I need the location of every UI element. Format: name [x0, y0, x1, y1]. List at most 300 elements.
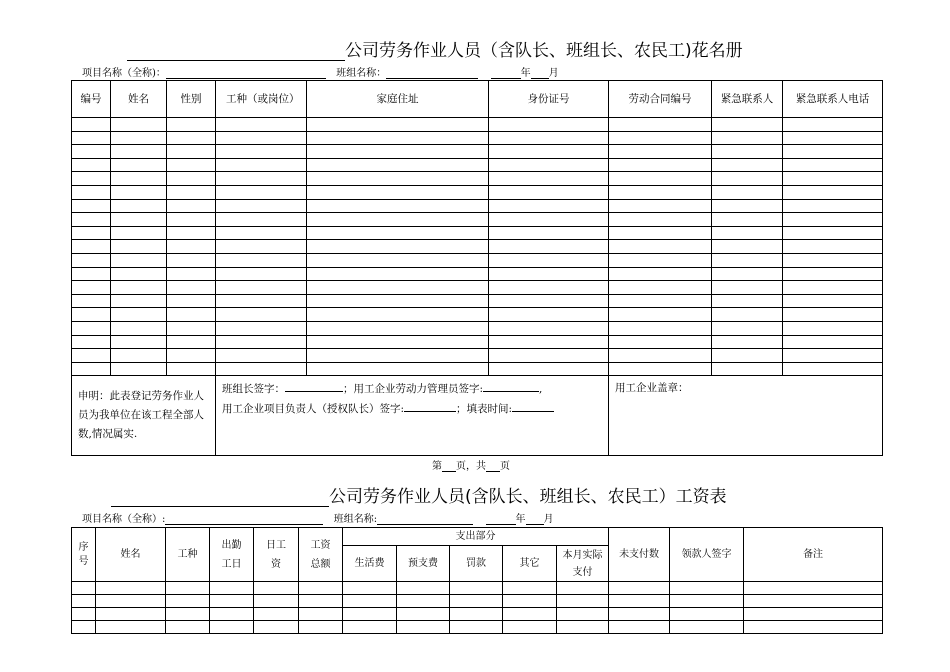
page-number-blank[interactable]	[442, 460, 456, 472]
roster-cell[interactable]	[167, 213, 216, 227]
roster-cell[interactable]	[783, 308, 883, 322]
roster-cell[interactable]	[167, 308, 216, 322]
roster-cell[interactable]	[72, 213, 111, 227]
payroll-cell[interactable]	[299, 595, 343, 608]
payroll-cell[interactable]	[670, 582, 744, 595]
roster-cell[interactable]	[489, 321, 609, 335]
roster-cell[interactable]	[111, 321, 167, 335]
payroll-cell[interactable]	[343, 582, 397, 595]
roster-cell[interactable]	[216, 240, 307, 254]
roster-cell[interactable]	[712, 349, 783, 363]
header-daily-wage: 日工资	[254, 528, 299, 582]
roster-cell[interactable]	[307, 281, 489, 295]
roster-cell[interactable]	[609, 131, 712, 145]
payroll-cell[interactable]	[166, 608, 210, 621]
roster-header-cell: 劳动合同编号	[609, 81, 712, 118]
roster-cell[interactable]	[609, 267, 712, 281]
roster-cell[interactable]	[609, 349, 712, 363]
roster-cell[interactable]	[489, 158, 609, 172]
roster-cell[interactable]	[783, 281, 883, 295]
roster-cell[interactable]	[72, 158, 111, 172]
roster-cell[interactable]	[111, 349, 167, 363]
payroll-cell[interactable]	[503, 582, 557, 595]
roster-cell[interactable]	[783, 213, 883, 227]
payroll-cell[interactable]	[557, 621, 609, 634]
payroll-cell[interactable]	[744, 582, 883, 595]
roster-cell[interactable]	[489, 172, 609, 186]
roster-row	[72, 172, 883, 186]
payroll-cell[interactable]	[254, 621, 299, 634]
roster-cell[interactable]	[712, 281, 783, 295]
roster-cell[interactable]	[609, 335, 712, 349]
payroll-cell[interactable]	[397, 595, 450, 608]
roster-cell[interactable]	[216, 349, 307, 363]
roster-signature-area: 班组长签字： ；用工企业劳动力管理员签字: , 用工企业项目负责人（授权队长）签字: ；填表时间:	[216, 376, 609, 456]
roster-cell[interactable]	[783, 145, 883, 159]
roster-cell[interactable]	[216, 267, 307, 281]
payroll-cell[interactable]	[96, 582, 166, 595]
roster-cell[interactable]	[307, 253, 489, 267]
roster-cell[interactable]	[72, 321, 111, 335]
payroll-cell[interactable]	[72, 608, 96, 621]
header-name: 姓名	[96, 528, 166, 582]
payroll-cell[interactable]	[744, 608, 883, 621]
payroll-cell[interactable]	[72, 621, 96, 634]
roster-cell[interactable]	[216, 185, 307, 199]
payroll-cell[interactable]	[503, 608, 557, 621]
roster-cell[interactable]	[783, 253, 883, 267]
roster-cell[interactable]	[489, 335, 609, 349]
header-other: 其它	[503, 546, 557, 582]
roster-cell[interactable]	[489, 294, 609, 308]
payroll-team-blank[interactable]	[377, 513, 473, 525]
roster-cell[interactable]	[783, 267, 883, 281]
sig-team-leader-label: 班组长签字：	[222, 383, 285, 396]
roster-cell[interactable]	[111, 118, 167, 132]
roster-cell[interactable]	[307, 267, 489, 281]
roster-cell[interactable]	[609, 118, 712, 132]
payroll-cell[interactable]	[343, 595, 397, 608]
roster-cell[interactable]	[167, 226, 216, 240]
roster-cell[interactable]	[111, 267, 167, 281]
sig-fill-time-blank[interactable]	[512, 399, 554, 412]
roster-cell[interactable]	[712, 199, 783, 213]
roster-cell[interactable]	[307, 294, 489, 308]
roster-declaration: 申明：此表登记劳务作业人员为我单位在该工程全部人数,情况属实.	[72, 376, 216, 456]
roster-cell[interactable]	[111, 185, 167, 199]
header-actual-paid: 本月实际支付	[557, 546, 609, 582]
payroll-cell[interactable]	[254, 608, 299, 621]
roster-row	[72, 308, 883, 322]
roster-cell[interactable]	[489, 349, 609, 363]
roster-row	[72, 240, 883, 254]
roster-header-cell: 姓名	[111, 81, 167, 118]
header-total-wage: 工资总额	[299, 528, 343, 582]
roster-cell[interactable]	[167, 253, 216, 267]
roster-cell[interactable]	[307, 172, 489, 186]
roster-cell[interactable]	[216, 226, 307, 240]
roster-cell[interactable]	[216, 308, 307, 322]
roster-cell[interactable]	[167, 321, 216, 335]
header-trade: 工种	[166, 528, 210, 582]
roster-cell[interactable]	[609, 213, 712, 227]
payroll-year-blank[interactable]	[486, 513, 516, 525]
roster-cell[interactable]	[712, 226, 783, 240]
payroll-cell[interactable]	[557, 608, 609, 621]
roster-cell[interactable]	[712, 308, 783, 322]
payroll-cell[interactable]	[744, 621, 883, 634]
roster-cell[interactable]	[712, 335, 783, 349]
payroll-cell[interactable]	[96, 595, 166, 608]
header-remarks: 备注	[744, 528, 883, 582]
roster-project-label: 项目名称（全称)：	[82, 68, 166, 79]
roster-cell[interactable]	[216, 362, 307, 376]
roster-cell[interactable]	[783, 172, 883, 186]
roster-cell[interactable]	[783, 349, 883, 363]
payroll-cell[interactable]	[96, 621, 166, 634]
roster-cell[interactable]	[216, 131, 307, 145]
roster-cell[interactable]	[489, 308, 609, 322]
page-prefix: 第	[432, 461, 442, 472]
roster-cell[interactable]	[167, 281, 216, 295]
roster-cell[interactable]	[216, 172, 307, 186]
roster-cell[interactable]	[712, 253, 783, 267]
roster-cell[interactable]	[712, 185, 783, 199]
roster-cell[interactable]	[489, 253, 609, 267]
payroll-cell[interactable]	[609, 608, 670, 621]
payroll-year-label: 年	[515, 514, 526, 525]
roster-cell[interactable]	[489, 267, 609, 281]
roster-cell[interactable]	[72, 185, 111, 199]
header-living: 生活费	[343, 546, 397, 582]
roster-cell[interactable]	[609, 185, 712, 199]
payroll-cell[interactable]	[609, 595, 670, 608]
roster-cell[interactable]	[307, 213, 489, 227]
roster-cell[interactable]	[167, 118, 216, 132]
roster-cell[interactable]	[609, 199, 712, 213]
roster-cell[interactable]	[167, 185, 216, 199]
payroll-cell[interactable]	[557, 582, 609, 595]
roster-cell[interactable]	[167, 267, 216, 281]
roster-cell[interactable]	[489, 185, 609, 199]
roster-table	[71, 80, 883, 456]
roster-row	[72, 294, 883, 308]
payroll-cell[interactable]	[210, 582, 254, 595]
page-suffix: 页	[500, 461, 510, 472]
roster-cell[interactable]	[167, 158, 216, 172]
roster-cell[interactable]	[712, 172, 783, 186]
roster-cell[interactable]	[167, 294, 216, 308]
roster-cell[interactable]	[307, 321, 489, 335]
roster-cell[interactable]	[72, 118, 111, 132]
roster-header-cell: 紧急联系人	[712, 81, 783, 118]
roster-cell[interactable]	[712, 131, 783, 145]
roster-cell[interactable]	[307, 335, 489, 349]
roster-cell[interactable]	[783, 321, 883, 335]
roster-cell[interactable]	[712, 158, 783, 172]
payroll-cell[interactable]	[609, 582, 670, 595]
payroll-cell[interactable]	[557, 595, 609, 608]
roster-cell[interactable]	[783, 199, 883, 213]
payroll-cell[interactable]	[343, 621, 397, 634]
roster-project-blank[interactable]	[166, 67, 326, 79]
roster-cell[interactable]	[216, 281, 307, 295]
roster-cell[interactable]	[216, 294, 307, 308]
roster-cell[interactable]	[307, 199, 489, 213]
roster-cell[interactable]	[111, 281, 167, 295]
payroll-cell[interactable]	[343, 608, 397, 621]
sig-fill-time-label: ；填表时间:	[456, 403, 513, 416]
page-total-blank[interactable]	[486, 460, 500, 472]
roster-year-blank[interactable]	[491, 67, 521, 79]
roster-row	[72, 185, 883, 199]
payroll-cell[interactable]	[299, 621, 343, 634]
roster-cell[interactable]	[712, 362, 783, 376]
payroll-table	[71, 527, 883, 634]
payroll-header-row-1	[72, 528, 883, 546]
roster-month-blank[interactable]	[531, 67, 549, 79]
roster-cell[interactable]	[712, 267, 783, 281]
roster-team-blank[interactable]	[386, 67, 478, 79]
sig-project-lead-blank[interactable]	[404, 399, 456, 412]
roster-cell[interactable]	[111, 362, 167, 376]
roster-cell[interactable]	[307, 240, 489, 254]
payroll-cell[interactable]	[670, 595, 744, 608]
roster-cell[interactable]	[72, 226, 111, 240]
roster-header-cell: 工种（或岗位）	[216, 81, 307, 118]
payroll-cell[interactable]	[503, 595, 557, 608]
roster-cell[interactable]	[489, 226, 609, 240]
roster-cell[interactable]	[783, 118, 883, 132]
sig-labor-admin-label: ；用工企业劳动力管理员签字:	[343, 383, 484, 396]
roster-cell[interactable]	[111, 172, 167, 186]
roster-cell[interactable]	[216, 118, 307, 132]
roster-cell[interactable]	[167, 145, 216, 159]
roster-cell[interactable]	[609, 240, 712, 254]
roster-cell[interactable]	[216, 335, 307, 349]
roster-cell[interactable]	[216, 213, 307, 227]
roster-row	[72, 281, 883, 295]
header-expense-group: 支出部分	[343, 528, 609, 546]
roster-cell[interactable]	[783, 294, 883, 308]
roster-cell[interactable]	[72, 335, 111, 349]
roster-cell[interactable]	[783, 158, 883, 172]
payroll-cell[interactable]	[210, 595, 254, 608]
payroll-company-blank[interactable]	[111, 490, 329, 507]
header-attendance: 出勤工日	[210, 528, 254, 582]
roster-cell[interactable]	[72, 281, 111, 295]
payroll-month-blank[interactable]	[526, 513, 544, 525]
roster-cell[interactable]	[307, 362, 489, 376]
roster-row	[72, 335, 883, 349]
roster-cell[interactable]	[216, 158, 307, 172]
roster-row	[72, 362, 883, 376]
roster-cell[interactable]	[712, 294, 783, 308]
payroll-cell[interactable]	[450, 595, 503, 608]
payroll-title: 公司劳务作业人员(含队长、班组长、农民工）工资表	[329, 487, 727, 507]
payroll-row	[72, 608, 883, 621]
roster-cell[interactable]	[72, 308, 111, 322]
roster-cell[interactable]	[489, 362, 609, 376]
roster-cell[interactable]	[72, 131, 111, 145]
roster-cell[interactable]	[609, 158, 712, 172]
roster-cell[interactable]	[72, 253, 111, 267]
roster-cell[interactable]	[72, 199, 111, 213]
payroll-cell[interactable]	[397, 621, 450, 634]
payroll-row	[72, 621, 883, 634]
roster-cell[interactable]	[72, 267, 111, 281]
roster-row	[72, 131, 883, 145]
roster-cell[interactable]	[712, 145, 783, 159]
roster-cell[interactable]	[72, 240, 111, 254]
payroll-cell[interactable]	[503, 621, 557, 634]
roster-cell[interactable]	[609, 145, 712, 159]
roster-cell[interactable]	[167, 349, 216, 363]
payroll-cell[interactable]	[670, 608, 744, 621]
roster-cell[interactable]	[216, 145, 307, 159]
payroll-cell[interactable]	[210, 621, 254, 634]
roster-cell[interactable]	[167, 335, 216, 349]
header-fine: 罚款	[450, 546, 503, 582]
roster-cell[interactable]	[307, 349, 489, 363]
roster-month-label: 月	[548, 68, 559, 79]
payroll-row	[72, 582, 883, 595]
roster-cell[interactable]	[307, 308, 489, 322]
roster-cell[interactable]	[111, 253, 167, 267]
roster-cell[interactable]	[111, 240, 167, 254]
payroll-cell[interactable]	[450, 582, 503, 595]
roster-cell[interactable]	[72, 362, 111, 376]
roster-cell[interactable]	[307, 226, 489, 240]
roster-cell[interactable]	[111, 158, 167, 172]
roster-cell[interactable]	[489, 199, 609, 213]
payroll-cell[interactable]	[397, 582, 450, 595]
roster-cell[interactable]	[307, 185, 489, 199]
roster-cell[interactable]	[489, 131, 609, 145]
roster-company-blank[interactable]	[127, 44, 345, 61]
payroll-cell[interactable]	[299, 608, 343, 621]
roster-cell[interactable]	[111, 131, 167, 145]
roster-cell[interactable]	[72, 172, 111, 186]
roster-cell[interactable]	[111, 199, 167, 213]
roster-cell[interactable]	[609, 172, 712, 186]
roster-cell[interactable]	[489, 145, 609, 159]
payroll-cell[interactable]	[166, 582, 210, 595]
roster-cell[interactable]	[489, 240, 609, 254]
roster-team-label: 班组名称：	[336, 68, 387, 79]
roster-cell[interactable]	[216, 253, 307, 267]
roster-cell[interactable]	[609, 226, 712, 240]
header-advance: 预支费	[397, 546, 450, 582]
roster-header-cell: 性别	[167, 81, 216, 118]
roster-cell[interactable]	[111, 226, 167, 240]
roster-cell[interactable]	[783, 335, 883, 349]
payroll-project-blank[interactable]	[165, 513, 323, 525]
roster-cell[interactable]	[111, 294, 167, 308]
roster-cell[interactable]	[783, 185, 883, 199]
payroll-cell[interactable]	[210, 608, 254, 621]
roster-cell[interactable]	[167, 172, 216, 186]
payroll-cell[interactable]	[96, 608, 166, 621]
roster-row	[72, 158, 883, 172]
roster-row	[72, 199, 883, 213]
roster-cell[interactable]	[111, 335, 167, 349]
sig-team-leader-blank[interactable]	[285, 379, 343, 392]
roster-cell[interactable]	[609, 362, 712, 376]
roster-header-cell: 编号	[72, 81, 111, 118]
roster-cell[interactable]	[609, 281, 712, 295]
roster-row	[72, 118, 883, 132]
roster-cell[interactable]	[783, 362, 883, 376]
payroll-cell[interactable]	[670, 621, 744, 634]
roster-cell[interactable]	[609, 321, 712, 335]
page-middle: 页，共	[456, 461, 486, 472]
roster-cell[interactable]	[72, 349, 111, 363]
roster-cell[interactable]	[111, 308, 167, 322]
payroll-cell[interactable]	[744, 595, 883, 608]
roster-cell[interactable]	[609, 294, 712, 308]
sig-labor-admin-blank[interactable]	[483, 379, 539, 392]
payroll-cell[interactable]	[254, 595, 299, 608]
roster-cell[interactable]	[783, 240, 883, 254]
roster-cell[interactable]	[167, 131, 216, 145]
payroll-cell[interactable]	[450, 608, 503, 621]
roster-stamp-area[interactable]	[609, 376, 883, 456]
payroll-cell[interactable]	[299, 582, 343, 595]
header-recipient-sign: 领款人签字	[670, 528, 744, 582]
roster-cell[interactable]	[167, 362, 216, 376]
roster-cell[interactable]	[307, 131, 489, 145]
roster-cell[interactable]	[111, 213, 167, 227]
roster-cell[interactable]	[111, 145, 167, 159]
roster-cell[interactable]	[489, 118, 609, 132]
payroll-cell[interactable]	[609, 621, 670, 634]
roster-cell[interactable]	[307, 158, 489, 172]
roster-row	[72, 349, 883, 363]
roster-cell[interactable]	[783, 226, 883, 240]
payroll-cell[interactable]	[254, 582, 299, 595]
roster-row	[72, 253, 883, 267]
payroll-cell[interactable]	[397, 608, 450, 621]
payroll-cell[interactable]	[166, 595, 210, 608]
roster-cell[interactable]	[712, 240, 783, 254]
roster-title-line	[127, 36, 743, 61]
roster-cell[interactable]	[72, 294, 111, 308]
payroll-cell[interactable]	[450, 621, 503, 634]
roster-cell[interactable]	[489, 281, 609, 295]
roster-cell[interactable]	[783, 131, 883, 145]
payroll-cell[interactable]	[166, 621, 210, 634]
roster-cell[interactable]	[609, 308, 712, 322]
roster-cell[interactable]	[216, 199, 307, 213]
roster-cell[interactable]	[307, 118, 489, 132]
roster-row	[72, 226, 883, 240]
roster-cell[interactable]	[167, 199, 216, 213]
roster-cell[interactable]	[307, 145, 489, 159]
roster-cell[interactable]	[167, 240, 216, 254]
roster-cell[interactable]	[216, 321, 307, 335]
roster-cell[interactable]	[712, 213, 783, 227]
payroll-meta-line	[82, 510, 554, 525]
roster-header-cell: 身份证号	[489, 81, 609, 118]
payroll-cell[interactable]	[72, 595, 96, 608]
roster-cell[interactable]	[609, 253, 712, 267]
roster-cell[interactable]	[712, 118, 783, 132]
payroll-cell[interactable]	[72, 582, 96, 595]
roster-cell[interactable]	[712, 321, 783, 335]
roster-cell[interactable]	[72, 145, 111, 159]
roster-cell[interactable]	[489, 213, 609, 227]
